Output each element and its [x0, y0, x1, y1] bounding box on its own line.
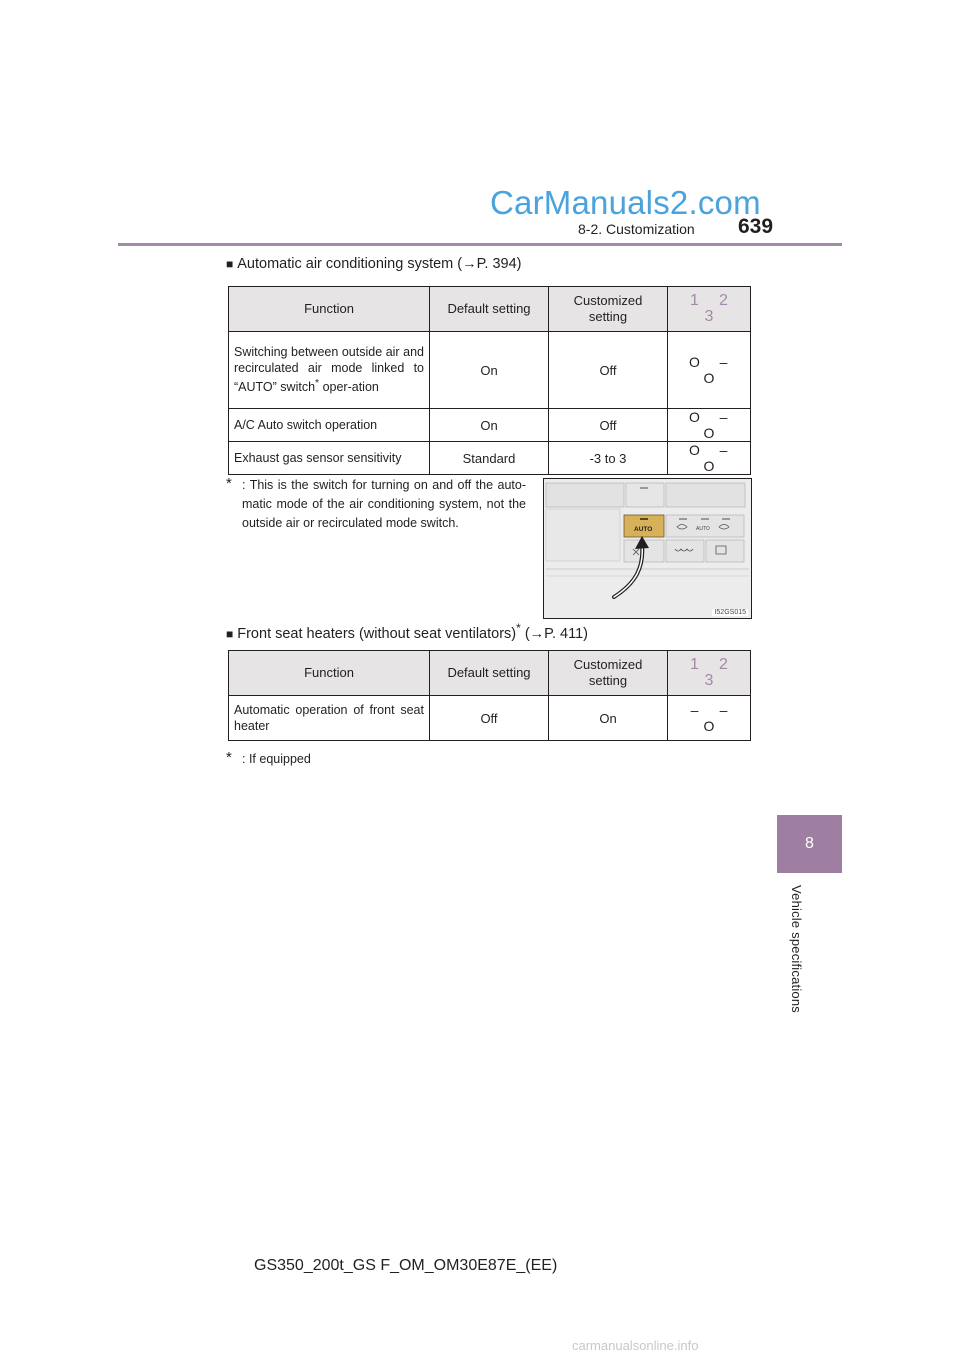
footnote-text: : This is the switch for turning on and off the auto-matic mode of the air conditioning system, not the outside air or recirculated mode switch. [242, 478, 526, 530]
footnote-text: : If equipped [242, 752, 311, 766]
row-customized: Off [549, 409, 668, 442]
row-customized: On [549, 696, 668, 741]
auto-small-label: AUTO [696, 526, 710, 532]
row-function: Exhaust gas sensor sensitivity [229, 442, 430, 475]
row-methods [668, 409, 751, 442]
row-default: Standard [430, 442, 549, 475]
footnote-auto-switch [226, 476, 526, 533]
row-methods [668, 442, 751, 475]
circled-3-icon: 3 [704, 308, 714, 325]
method-2: – [719, 409, 728, 425]
row-methods [668, 332, 751, 409]
row-function [229, 332, 430, 409]
method-1: O [689, 442, 700, 458]
method-3: O [703, 370, 715, 386]
circled-3-icon: 3 [704, 672, 714, 689]
circled-2-icon: 2 [719, 292, 728, 309]
table-row [229, 409, 751, 442]
chapter-number: 8 [805, 835, 814, 852]
auto-button-label: AUTO [634, 526, 653, 533]
row-customized: -3 to 3 [549, 442, 668, 475]
watermark-bottom: carmanualsonline.info [572, 1338, 699, 1353]
table-row [229, 696, 751, 741]
row-default: On [430, 409, 549, 442]
header-function: Function [229, 287, 430, 332]
heading-text-tail: (→P. 411) [520, 625, 588, 642]
header-function: Function [229, 651, 430, 696]
customization-table-air-conditioning [228, 286, 751, 475]
auto-switch-illustration [543, 478, 752, 619]
section-header: 8-2. Customization [578, 221, 695, 237]
footnote-if-equipped [226, 750, 526, 769]
page-number: 639 [738, 215, 774, 238]
header-default: Default setting [430, 651, 549, 696]
watermark-logo-top: CarManuals2.com [490, 184, 761, 221]
heading-text: Automatic air conditioning system (→P. 394) [237, 256, 522, 272]
method-1: O [689, 409, 700, 425]
header-rule [118, 243, 842, 246]
function-text-tail: oper-ation [319, 380, 379, 395]
chapter-tab[interactable] [777, 815, 842, 873]
heading-bullet: ■ [226, 626, 234, 641]
method-1: – [690, 702, 699, 718]
circled-1-icon: 1 [690, 292, 699, 309]
figure-code: I52GS015 [714, 609, 746, 616]
row-default: Off [430, 696, 549, 741]
row-function: A/C Auto switch operation [229, 409, 430, 442]
circled-1-icon: 1 [690, 656, 699, 673]
header-methods [668, 287, 751, 332]
method-1: O [689, 354, 700, 370]
heading-bullet: ■ [226, 257, 234, 271]
row-customized: Off [549, 332, 668, 409]
chapter-side-label: Vehicle specifications [789, 885, 804, 1013]
customization-table-seat-heaters [228, 650, 751, 741]
table-header-row [229, 287, 751, 332]
document-code-footer: GS350_200t_GS F_OM_OM30E87E_(EE) [254, 1257, 558, 1274]
asterisk-mark: * [516, 621, 521, 635]
method-3: O [703, 718, 715, 734]
header-default: Default setting [430, 287, 549, 332]
method-2: – [719, 702, 728, 718]
header-customized: Customized setting [549, 287, 668, 332]
circled-2-icon: 2 [719, 656, 728, 673]
header-methods [668, 651, 751, 696]
header-customized: Customized setting [549, 651, 668, 696]
function-text: Switching between outside air and recirculated air mode linked to “AUTO” switch [234, 345, 424, 395]
section-heading-seat-heaters [226, 621, 588, 642]
asterisk-mark: * [315, 378, 320, 390]
section-heading-air-conditioning [226, 256, 521, 272]
method-3: O [703, 425, 715, 441]
row-function: Automatic operation of front seat heater [229, 696, 430, 741]
row-methods [668, 696, 751, 741]
table-header-row [229, 651, 751, 696]
heading-text: Front seat heaters (without seat ventilators) [237, 625, 517, 642]
table-row [229, 442, 751, 475]
climate-panel-drawing [544, 479, 751, 618]
method-2: – [719, 354, 728, 370]
table-row [229, 332, 751, 409]
asterisk-mark: * [226, 749, 232, 766]
asterisk-mark: * [226, 475, 232, 492]
method-3: O [703, 458, 715, 474]
method-2: – [719, 442, 728, 458]
row-default: On [430, 332, 549, 409]
